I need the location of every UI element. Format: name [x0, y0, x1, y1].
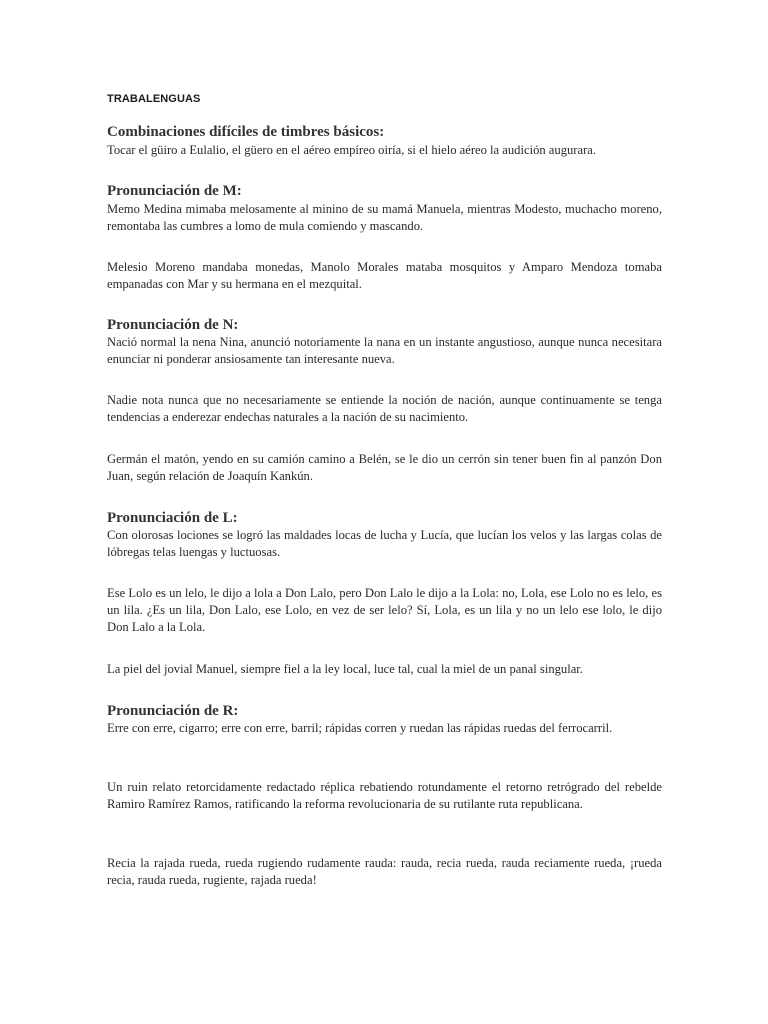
- section-paragraph: Melesio Moreno mandaba monedas, Manolo Morales mataba mosquitos y Amparo Mendoza tomaba empanadas con Mar y su hermana en el mezquital.: [107, 260, 662, 291]
- section-heading-l: Pronunciación de L:: [107, 510, 238, 526]
- section-paragraph: Tocar el güiro a Eulalio, el güero en el aéreo empíreo oiría, si el hielo aéreo la audición augurara.: [107, 143, 597, 157]
- document-title: TRABALENGUAS: [107, 93, 201, 105]
- section-paragraph: Ese Lolo es un lelo, le dijo a lola a Don Lalo, pero Don Lalo le dijo a la Lola: no, Lola, ese Lolo no es lelo, es un lila. ¿Es un lila, Don Lalo, ese Lolo, en vez de ser lelo? Sí, Lola, es un lila y no un lelo ese lolo, le dijo Don Lalo a la Lola.: [107, 586, 662, 634]
- section-paragraph: La piel del jovial Manuel, siempre fiel a la ley local, luce tal, cual la miel de un panal singular.: [107, 662, 583, 676]
- section-heading-r: Pronunciación de R:: [107, 703, 239, 719]
- section-heading-m: Pronunciación de M:: [107, 183, 242, 199]
- section-paragraph: Nació normal la nena Nina, anunció notoriamente la nana en un instante angustioso, aunque nunca necesitara enunciar ni ponderar ansiosamente tan interesante nueva.: [107, 335, 662, 366]
- section-paragraph: Con olorosas lociones se logró las maldades locas de lucha y Lucía, que lucían los velos y las largas colas de lóbregas telas luengas y luctuosas.: [107, 528, 662, 559]
- document-page: [107, 0, 662, 1024]
- section-heading-timbres: Combinaciones difíciles de timbres básicos:: [107, 124, 385, 140]
- section-paragraph: Erre con erre, cigarro; erre con erre, barril; rápidas corren y ruedan las rápidas ruedas del ferrocarril.: [107, 721, 613, 735]
- section-paragraph: Memo Medina mimaba melosamente al minino de su mamá Manuela, mientras Modesto, muchacho moreno, remontaba las cumbres a lomo de mula comiendo y mascando.: [107, 202, 662, 233]
- section-heading-n: Pronunciación de N:: [107, 317, 239, 333]
- section-paragraph: Germán el matón, yendo en su camión camino a Belén, se le dio un cerrón sin tener buen fin al panzón Don Juan, según relación de Joaquín Kankún.: [107, 452, 662, 483]
- section-paragraph: Nadie nota nunca que no necesariamente se entiende la noción de nación, aunque continuamente se tenga tendencias a enderezar endechas naturales a la nación de su nacimiento.: [107, 393, 662, 424]
- section-paragraph: Recia la rajada rueda, rueda rugiendo rudamente rauda: rauda, recia rueda, rauda reciamente rueda, ¡rueda recia, rauda rueda, rugiente, rajada rueda!: [107, 856, 662, 887]
- section-paragraph: Un ruin relato retorcidamente redactado réplica rebatiendo rotundamente el retorno retrógrado del rebelde Ramiro Ramírez Ramos, ratificando la reforma revolucionaria de su rutilante ruta republicana.: [107, 780, 662, 811]
